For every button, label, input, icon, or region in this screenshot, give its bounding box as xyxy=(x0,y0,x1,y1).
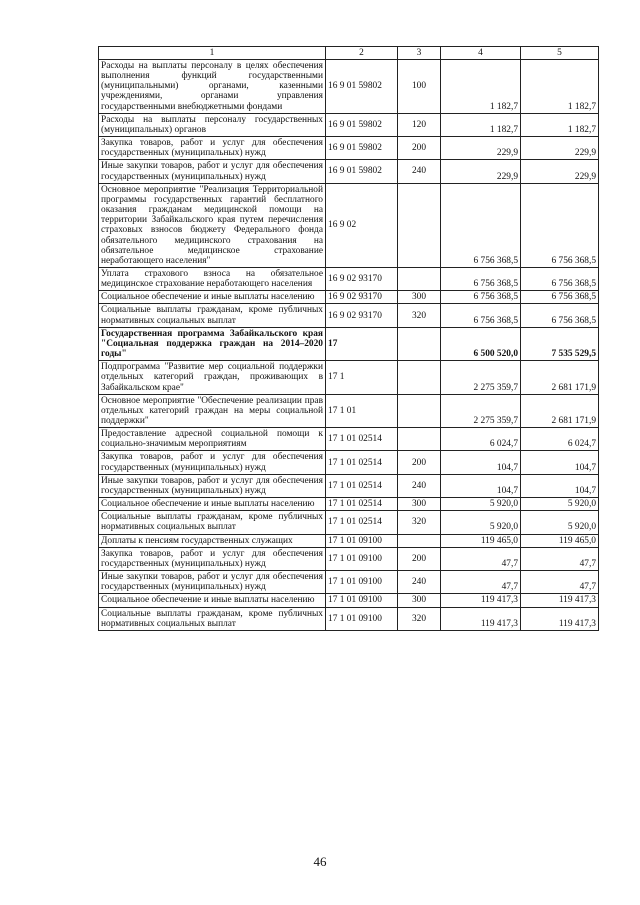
expense-type-cell: 240 xyxy=(398,474,441,497)
amount-cell: 104,7 xyxy=(441,474,521,497)
target-code-cell: 16 9 01 59802 xyxy=(326,137,398,160)
expense-type-cell: 200 xyxy=(398,137,441,160)
description-cell: Закупка товаров, работ и услуг для обеспечения государственных (муниципальных) нужд xyxy=(99,547,326,570)
amount-cell: 5 920,0 xyxy=(441,498,521,511)
expense-type-cell: 240 xyxy=(398,160,441,183)
table-row xyxy=(99,160,599,183)
table-row xyxy=(99,534,599,547)
amount-cell: 6 756 368,5 xyxy=(441,291,521,304)
amount-cell: 47,7 xyxy=(521,547,599,570)
expense-type-cell xyxy=(398,428,441,451)
amount-cell: 6 756 368,5 xyxy=(441,183,521,267)
target-code-cell: 17 1 01 09100 xyxy=(326,571,398,594)
table-row xyxy=(99,291,599,304)
description-cell: Закупка товаров, работ и услуг для обеспечения государственных (муниципальных) нужд xyxy=(99,451,326,474)
amount-cell: 2 275 359,7 xyxy=(441,361,521,394)
target-code-cell: 17 1 01 09100 xyxy=(326,594,398,607)
amount-cell: 1 182,7 xyxy=(441,60,521,114)
description-cell: Социальное обеспечение и иные выплаты населению xyxy=(99,594,326,607)
target-code-cell: 17 1 01 02514 xyxy=(326,451,398,474)
table-row xyxy=(99,571,599,594)
amount-cell: 119 465,0 xyxy=(521,534,599,547)
table-row xyxy=(99,428,599,451)
amount-cell: 119 417,3 xyxy=(441,607,521,630)
amount-cell: 5 920,0 xyxy=(441,511,521,534)
amount-cell: 6 024,7 xyxy=(441,428,521,451)
expense-type-cell: 300 xyxy=(398,291,441,304)
target-code-cell: 17 xyxy=(326,327,398,360)
header-row xyxy=(99,47,599,60)
target-code-cell: 16 9 02 93170 xyxy=(326,267,398,290)
expense-type-cell: 320 xyxy=(398,511,441,534)
table-row xyxy=(99,137,599,160)
description-cell: Государственная программа Забайкальского края "Социальная поддержка граждан на 2014–2020 годы" xyxy=(99,327,326,360)
description-cell: Социальные выплаты гражданам, кроме публичных нормативных социальных выплат xyxy=(99,607,326,630)
target-code-cell: 16 9 01 59802 xyxy=(326,113,398,136)
target-code-cell: 17 1 xyxy=(326,361,398,394)
expense-type-cell xyxy=(398,267,441,290)
description-cell: Уплата страхового взноса на обязательное медицинское страхование неработающего населения xyxy=(99,267,326,290)
expense-type-cell xyxy=(398,183,441,267)
amount-cell: 47,7 xyxy=(521,571,599,594)
table-row xyxy=(99,60,599,114)
amount-cell: 5 920,0 xyxy=(521,498,599,511)
amount-cell: 119 417,3 xyxy=(521,594,599,607)
amount-cell: 6 756 368,5 xyxy=(521,183,599,267)
amount-cell: 7 535 529,5 xyxy=(521,327,599,360)
amount-cell: 6 756 368,5 xyxy=(441,267,521,290)
amount-cell: 1 182,7 xyxy=(441,113,521,136)
amount-cell: 229,9 xyxy=(441,137,521,160)
amount-cell: 119 465,0 xyxy=(441,534,521,547)
amount-cell: 104,7 xyxy=(521,451,599,474)
expense-type-cell xyxy=(398,327,441,360)
amount-cell: 6 024,7 xyxy=(521,428,599,451)
description-cell: Доплаты к пенсиям государственных служащих xyxy=(99,534,326,547)
target-code-cell: 16 9 02 xyxy=(326,183,398,267)
target-code-cell: 17 1 01 xyxy=(326,394,398,427)
table-row xyxy=(99,511,599,534)
amount-cell: 6 500 520,0 xyxy=(441,327,521,360)
amount-cell: 1 182,7 xyxy=(521,113,599,136)
table-row xyxy=(99,547,599,570)
description-cell: Расходы на выплаты персоналу в целях обеспечения выполнения функций государственными (муниципальными) органами, казенными учреждениями, органами управления государственными внебюджетными фондами xyxy=(99,60,326,114)
description-cell: Иные закупки товаров, работ и услуг для обеспечения государственных (муниципальных) нужд xyxy=(99,474,326,497)
amount-cell: 104,7 xyxy=(521,474,599,497)
target-code-cell: 17 1 01 02514 xyxy=(326,498,398,511)
amount-cell: 1 182,7 xyxy=(521,60,599,114)
amount-cell: 229,9 xyxy=(521,137,599,160)
expense-type-cell xyxy=(398,394,441,427)
table-row xyxy=(99,183,599,267)
description-cell: Расходы на выплаты персоналу государственных (муниципальных) органов xyxy=(99,113,326,136)
expense-type-cell: 300 xyxy=(398,594,441,607)
description-cell: Социальные выплаты гражданам, кроме публичных нормативных социальных выплат xyxy=(99,511,326,534)
column-header: 4 xyxy=(441,47,521,60)
expense-type-cell: 100 xyxy=(398,60,441,114)
column-header: 5 xyxy=(521,47,599,60)
target-code-cell: 16 9 01 59802 xyxy=(326,160,398,183)
table-row xyxy=(99,451,599,474)
amount-cell: 229,9 xyxy=(521,160,599,183)
table-row xyxy=(99,394,599,427)
table-row xyxy=(99,474,599,497)
description-cell: Социальные выплаты гражданам, кроме публичных нормативных социальных выплат xyxy=(99,304,326,327)
expense-type-cell: 200 xyxy=(398,547,441,570)
expense-type-cell xyxy=(398,534,441,547)
table-row xyxy=(99,607,599,630)
description-cell: Закупка товаров, работ и услуг для обеспечения государственных (муниципальных) нужд xyxy=(99,137,326,160)
page-number: 46 xyxy=(313,854,327,869)
target-code-cell: 17 1 01 09100 xyxy=(326,534,398,547)
target-code-cell: 16 9 02 93170 xyxy=(326,304,398,327)
expense-type-cell: 120 xyxy=(398,113,441,136)
expense-type-cell xyxy=(398,361,441,394)
table-row xyxy=(99,498,599,511)
target-code-cell: 17 1 01 09100 xyxy=(326,607,398,630)
description-cell: Иные закупки товаров, работ и услуг для обеспечения государственных (муниципальных) нужд xyxy=(99,571,326,594)
table-row xyxy=(99,113,599,136)
expense-type-cell: 320 xyxy=(398,304,441,327)
column-header: 3 xyxy=(398,47,441,60)
description-cell: Социальное обеспечение и иные выплаты населению xyxy=(99,291,326,304)
description-cell: Социальное обеспечение и иные выплаты населению xyxy=(99,498,326,511)
table-row xyxy=(99,594,599,607)
target-code-cell: 16 9 02 93170 xyxy=(326,291,398,304)
expense-type-cell: 240 xyxy=(398,571,441,594)
table-row xyxy=(99,361,599,394)
column-header: 2 xyxy=(326,47,398,60)
expense-type-cell: 320 xyxy=(398,607,441,630)
target-code-cell: 16 9 01 59802 xyxy=(326,60,398,114)
target-code-cell: 17 1 01 02514 xyxy=(326,511,398,534)
amount-cell: 6 756 368,5 xyxy=(441,304,521,327)
amount-cell: 2 681 171,9 xyxy=(521,361,599,394)
description-cell: Предоставление адресной социальной помощи к социально-значимым мероприятиям xyxy=(99,428,326,451)
description-cell: Основное мероприятие "Обеспечение реализации прав отдельных категорий граждан на меры социальной поддержки" xyxy=(99,394,326,427)
amount-cell: 6 756 368,5 xyxy=(521,304,599,327)
description-cell: Подпрограмма "Развитие мер социальной поддержки отдельных категорий граждан, проживающих в Забайкальском крае" xyxy=(99,361,326,394)
expense-type-cell: 300 xyxy=(398,498,441,511)
table-row xyxy=(99,327,599,360)
amount-cell: 2 275 359,7 xyxy=(441,394,521,427)
target-code-cell: 17 1 01 09100 xyxy=(326,547,398,570)
amount-cell: 5 920,0 xyxy=(521,511,599,534)
description-cell: Основное мероприятие "Реализация Территориальной программы государственных гарантий бесплатного оказания гражданам медицинской помощи на территории Забайкальского края путем перечисления страховых взносов бюджету Федерального фонда обязательного медицинского страхования на обязательное медицинское страхование неработающего населения" xyxy=(99,183,326,267)
table-row xyxy=(99,304,599,327)
amount-cell: 104,7 xyxy=(441,451,521,474)
amount-cell: 6 756 368,5 xyxy=(521,291,599,304)
expense-type-cell: 200 xyxy=(398,451,441,474)
column-header: 1 xyxy=(99,47,326,60)
amount-cell: 2 681 171,9 xyxy=(521,394,599,427)
amount-cell: 6 756 368,5 xyxy=(521,267,599,290)
amount-cell: 119 417,3 xyxy=(521,607,599,630)
table-row xyxy=(99,267,599,290)
budget-table xyxy=(98,46,599,631)
amount-cell: 229,9 xyxy=(441,160,521,183)
amount-cell: 47,7 xyxy=(441,571,521,594)
target-code-cell: 17 1 01 02514 xyxy=(326,474,398,497)
amount-cell: 47,7 xyxy=(441,547,521,570)
amount-cell: 119 417,3 xyxy=(441,594,521,607)
target-code-cell: 17 1 01 02514 xyxy=(326,428,398,451)
description-cell: Иные закупки товаров, работ и услуг для обеспечения государственных (муниципальных) нужд xyxy=(99,160,326,183)
